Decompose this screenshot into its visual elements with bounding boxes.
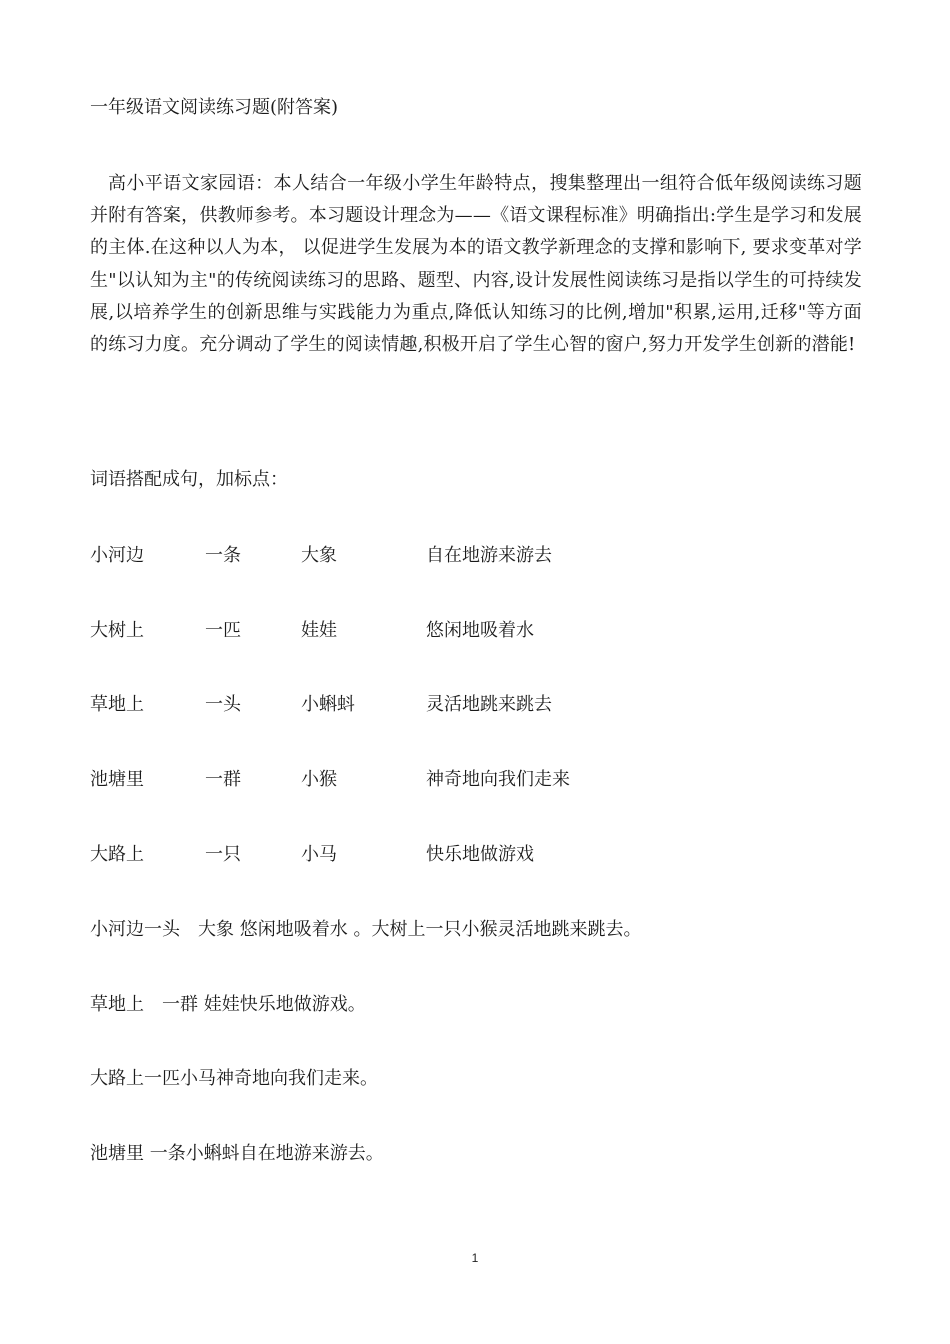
subject-word: 小猴 — [301, 769, 337, 790]
place-word: 大路上 — [90, 844, 144, 865]
place-word: 池塘里 — [90, 769, 144, 790]
measure-word: 一只 — [205, 844, 241, 865]
action-phrase: 自在地游来游去 — [426, 545, 552, 566]
word-match-row — [90, 692, 790, 718]
word-match-row — [90, 842, 790, 868]
place-word: 小河边 — [90, 545, 144, 566]
subject-word: 娃娃 — [301, 620, 337, 641]
action-phrase: 悠闲地吸着水 — [426, 620, 534, 641]
action-phrase: 灵活地跳来跳去 — [426, 694, 552, 715]
measure-word: 一匹 — [205, 620, 241, 641]
action-phrase: 快乐地做游戏 — [426, 844, 534, 865]
word-match-row — [90, 618, 790, 644]
action-phrase: 神奇地向我们走来 — [426, 769, 570, 790]
answer-sentence: 池塘里 一条小蝌蚪自在地游来游去。 — [90, 1143, 384, 1164]
intro-paragraph: 高小平语文家园语：本人结合一年级小学生年龄特点，搜集整理出一组符合低年级阅读练习题并附有答案，供教师参考。本习题设计理念为——《语文课程标准》明确指出:学生是学习和发展的主体.在这种以人为本， 以促进学生发展为本的语文教学新理念的支撑和影响下, 要求变革对学生"以认知为主"的传统阅读练习的思路、题型、内容,设计发展性阅读练习是指以学生的可持续发展,以培养学生的创新思维与实践能力为重点,降低认知练习的比例,增加"积累,运用,迁移"等方面的练习力度。充分调动了学生的阅读情趣,积极开启了学生心智的窗户,努力开发学生创新的潜能! — [90, 173, 862, 356]
answer-sentence: 小河边一头 大象 悠闲地吸着水 。大树上一只小猴灵活地跳来跳去。 — [90, 919, 642, 940]
measure-word: 一群 — [205, 769, 241, 790]
word-match-row — [90, 767, 790, 793]
subject-word: 小蝌蚪 — [301, 694, 355, 715]
subject-word: 小马 — [301, 844, 337, 865]
measure-word: 一头 — [205, 694, 241, 715]
place-word: 大树上 — [90, 620, 144, 641]
word-match-row — [90, 543, 790, 569]
measure-word: 一条 — [205, 545, 241, 566]
page-number: 1 — [471, 1251, 479, 1265]
subject-word: 大象 — [301, 545, 337, 566]
exercise-instruction: 词语搭配成句，加标点： — [90, 469, 288, 490]
document-title: 一年级语文阅读练习题(附答案) — [90, 97, 339, 118]
answer-sentence: 草地上 一群 娃娃快乐地做游戏。 — [90, 994, 366, 1015]
answer-sentence: 大路上一匹小马神奇地向我们走来。 — [90, 1068, 378, 1089]
place-word: 草地上 — [90, 694, 144, 715]
